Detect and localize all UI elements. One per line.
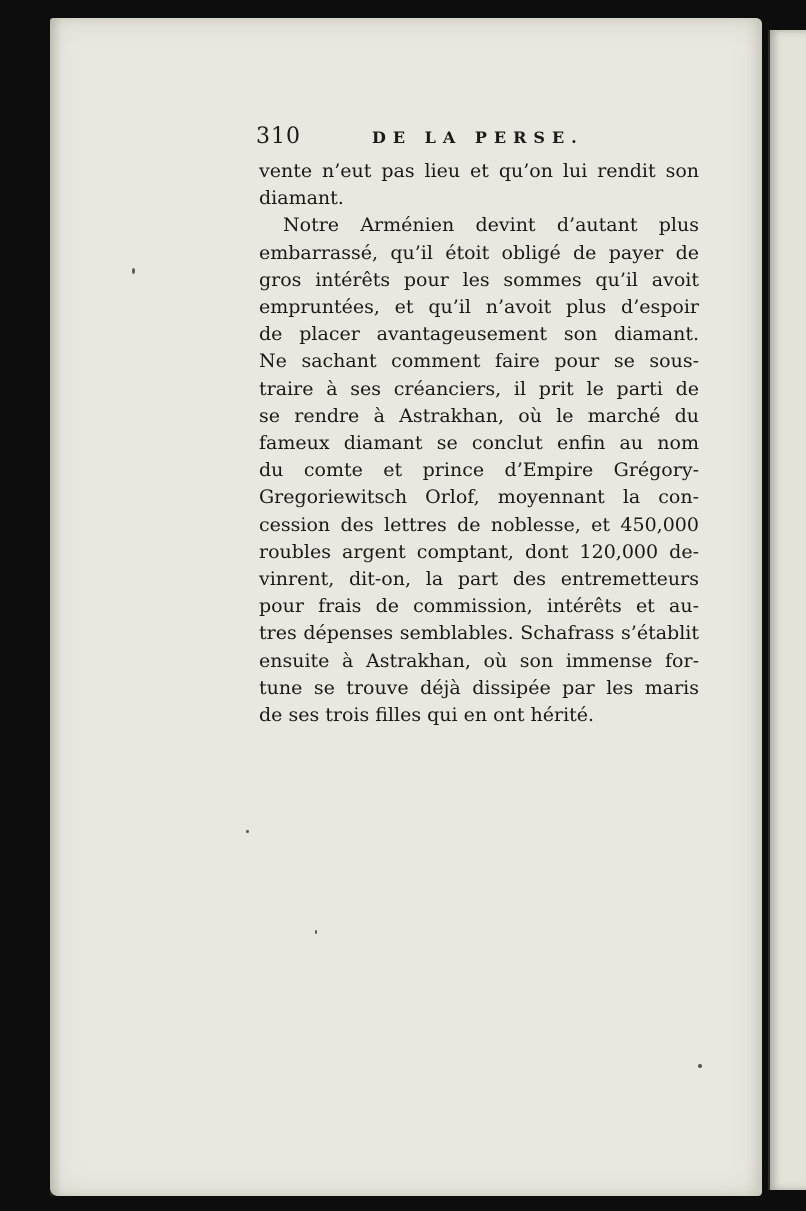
text-line: embarrassé, qu’il étoit obligé de payer de <box>259 241 699 264</box>
text-line: fameux diamant se conclut enfin au nom <box>259 432 699 455</box>
text-line: traire à ses créanciers, il prit le parti de <box>259 377 699 400</box>
paper-speck <box>246 830 249 833</box>
text-line: du comte et prince d’Empire Grégory- <box>259 459 699 482</box>
text-line: tres dépenses semblables. Schafrass s’établit <box>259 622 699 645</box>
text-line: diamant. <box>259 187 344 210</box>
paper-speck <box>315 930 317 934</box>
text-line: empruntées, et qu’il n’avoit plus d’espoir <box>259 296 699 319</box>
text-line: se rendre à Astrakhan, où le marché du <box>259 404 699 427</box>
text-line: tune se trouve déjà dissipée par les maris <box>259 676 699 699</box>
text-line: gros intérêts pour les sommes qu’il avoit <box>259 268 699 291</box>
text-line: vente n’eut pas lieu et qu’on lui rendit son <box>259 160 699 182</box>
text-line: pour frais de commission, intérêts et au- <box>259 595 699 618</box>
text-line: vinrent, dit-on, la part des entremetteurs <box>259 568 699 591</box>
paper-speck <box>132 268 135 274</box>
running-title: DE LA PERSE. <box>372 128 584 147</box>
text-line: roubles argent comptant, dont 120,000 de- <box>259 540 699 563</box>
page-number: 310 <box>256 124 301 149</box>
running-head <box>256 124 696 158</box>
text-line: ensuite à Astrakhan, où son immense for- <box>259 649 699 672</box>
text-line: Ne sachant comment faire pour se sous- <box>259 350 699 373</box>
text-line: Notre Arménien devint d’autant plus <box>283 214 699 237</box>
text-line: cession des lettres de noblesse, et 450,000 <box>259 513 699 536</box>
paper-speck <box>698 1064 702 1068</box>
facing-page-edge <box>768 30 806 1190</box>
text-line: de ses trois filles qui en ont hérité. <box>259 704 595 727</box>
body-text <box>259 158 699 729</box>
text-line: de placer avantageusement son diamant. <box>259 323 699 346</box>
text-line: Gregoriewitsch Orlof, moyennant la con- <box>259 486 699 509</box>
